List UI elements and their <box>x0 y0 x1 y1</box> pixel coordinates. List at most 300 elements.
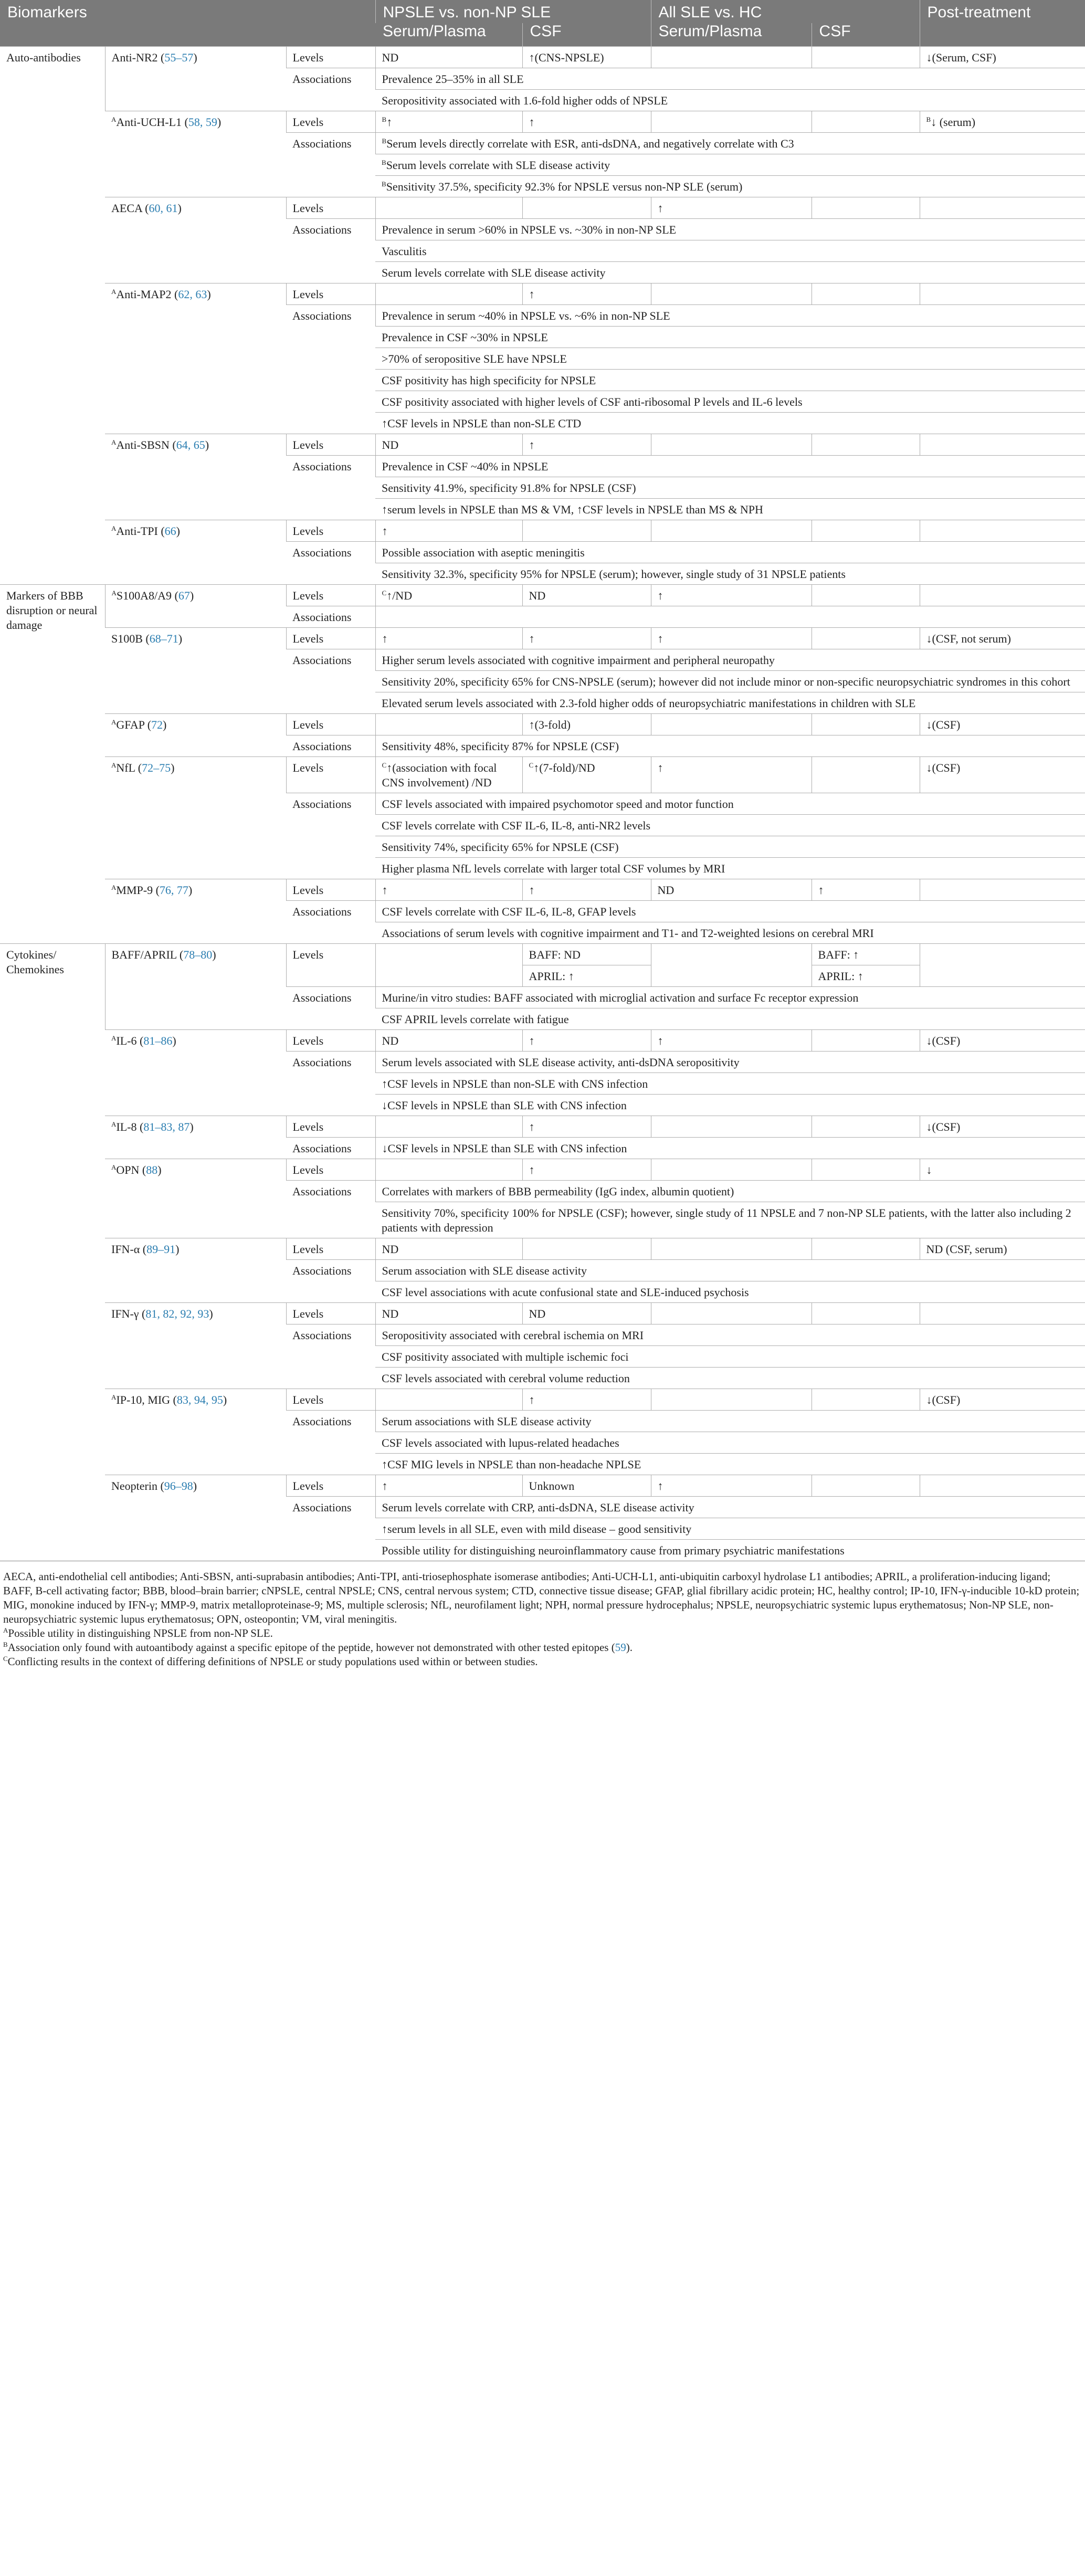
association-text <box>375 1052 1085 1073</box>
reference-link[interactable]: 81–86 <box>143 1034 173 1047</box>
association-text <box>375 563 1085 585</box>
level-value-cell <box>651 1238 812 1260</box>
association-text <box>375 542 1085 563</box>
biomarker-label-close: ) <box>188 884 193 897</box>
biomarker-label-close: ) <box>205 438 209 451</box>
superscript-marker: C <box>382 761 387 769</box>
association-value: Murine/in vitro studies: BAFF associated with microglial activation and surface Fc receptor expression <box>382 991 859 1004</box>
reference-link[interactable]: 78–80 <box>183 948 213 961</box>
level-value-cell <box>812 1389 920 1411</box>
footnote-text: Association only found with autoantibody against a specific epitope of the peptide, however not demonstrated with other tested epitopes ( <box>7 1641 615 1654</box>
reference-link[interactable]: 58, 59 <box>188 115 217 129</box>
superscript-marker: C <box>382 589 387 597</box>
superscript-marker: B <box>382 159 386 166</box>
level-value-cell <box>522 1389 651 1411</box>
level-value-cell <box>812 1159 920 1181</box>
associations-label: Associations <box>286 219 375 283</box>
association-value: Serum levels correlate with SLE disease activity <box>382 266 606 279</box>
association-text <box>375 815 1085 836</box>
footnote-marker: A <box>3 1626 8 1634</box>
association-text <box>375 1202 1085 1238</box>
association-text <box>375 735 1085 757</box>
association-value: ↑serum levels in all SLE, even with mild disease – good sensitivity <box>382 1522 692 1536</box>
level-value: ↑ <box>382 632 388 645</box>
biomarker-label: NfL ( <box>116 761 142 774</box>
association-text <box>375 456 1085 477</box>
level-value-cell <box>920 197 1085 219</box>
level-value-cell <box>522 197 651 219</box>
levels-label: Levels <box>286 1475 375 1497</box>
level-value-cell <box>812 197 920 219</box>
level-value-cell <box>375 434 522 456</box>
associations-label: Associations <box>286 1138 375 1159</box>
association-text <box>375 1181 1085 1202</box>
level-value: ND <box>529 589 546 602</box>
associations-label: Associations <box>286 649 375 714</box>
level-value-cell <box>812 47 920 68</box>
association-text <box>375 370 1085 391</box>
footnote-abbreviations: AECA, anti-endothelial cell antibodies; Anti-SBSN, anti-suprabasin antibodies; Anti-TPI, anti-triosephosphate isomerase antibodies; Anti-UCH-L1, anti-ubiquitin carboxyl hydrolase L1 antibodies; APRIL, a proliferation-inducing ligand; BAFF, B-cell activating factor; BBB, blood–brain barrier; cNPSLE, central NPSLE; CNS, central nervous system; CTD, connective tissue disease; GFAP, glial fibrillary acidic protein; HC, healthy control; IP-10, IFN-γ-inducible 10-kD protein; MIG, monokine induced by IFN-γ; MMP-9, matrix metalloproteinase-9; MS, multiple sclerosis; NfL, neurofilament light; NPH, normal pressure hydrocephalus; NPSLE, neuropsychiatric systemic lupus erythematosus; Non-NP SLE, non-neuropsychiatric systemic lupus erythematosus; OPN, osteopontin; VM, viral meningitis. <box>3 1570 1080 1625</box>
level-value: ND (CSF, serum) <box>926 1243 1007 1256</box>
biomarker-name <box>105 520 286 585</box>
level-value-cell <box>812 1116 920 1138</box>
biomarker-name <box>105 1475 286 1561</box>
footnote-b <box>3 1641 1082 1655</box>
levels-label: Levels <box>286 944 375 987</box>
table-row <box>0 585 1085 606</box>
level-value: ↓(CSF) <box>926 761 961 774</box>
table-row <box>0 1159 1085 1181</box>
association-text <box>375 671 1085 692</box>
association-value: >70% of seropositive SLE have NPSLE <box>382 352 567 365</box>
association-text <box>375 692 1085 714</box>
association-text <box>375 413 1085 434</box>
level-value-cell <box>522 283 651 305</box>
association-value: CSF level associations with acute confusional state and SLE-induced psychosis <box>382 1286 749 1299</box>
superscript-marker: B <box>382 137 387 145</box>
level-value: ↑ <box>657 1034 663 1047</box>
level-value-cell <box>920 628 1085 649</box>
level-value-cell <box>375 111 522 133</box>
level-value: ↓ <box>926 1163 932 1176</box>
biomarker-name <box>105 111 286 197</box>
footnote-marker: B <box>3 1641 8 1648</box>
biomarker-label-close: ) <box>189 589 194 602</box>
association-text <box>375 1346 1085 1368</box>
level-value-cell <box>375 714 522 735</box>
reference-link[interactable]: 88 <box>146 1163 158 1176</box>
table-row <box>0 47 1085 68</box>
biomarker-label-close: ) <box>177 202 182 215</box>
table-body <box>0 47 1085 1561</box>
association-value: Prevalence 25–35% in all SLE <box>382 72 524 86</box>
level-value-cell <box>522 111 651 133</box>
association-value: Serum associations with SLE disease activity <box>382 1415 592 1428</box>
biomarker-name <box>105 1116 286 1159</box>
levels-label: Levels <box>286 434 375 456</box>
level-value-cell <box>522 434 651 456</box>
association-value: CSF levels correlate with CSF IL-6, IL-8, anti-NR2 levels <box>382 819 651 832</box>
association-value: Seropositivity associated with cerebral ischemia on MRI <box>382 1329 644 1342</box>
associations-label: Associations <box>286 1260 375 1303</box>
level-value-cell <box>812 1475 920 1497</box>
biomarker-label: IFN-α ( <box>111 1243 147 1256</box>
level-value-cell <box>920 111 1085 133</box>
level-value: ↑ <box>382 524 388 538</box>
superscript-marker: B <box>382 180 386 188</box>
superscript-marker: C <box>529 761 534 769</box>
level-value-line: APRIL: ↑ <box>523 965 651 986</box>
level-value-cell <box>651 1475 812 1497</box>
level-value-line: BAFF: ND <box>529 948 581 961</box>
level-value: ↑ <box>657 202 663 215</box>
header-npsle-vs-non-np: NPSLE vs. non-NP SLE <box>375 0 651 23</box>
level-value-cell <box>375 757 522 793</box>
table-row <box>0 434 1085 456</box>
biomarker-label-close: ) <box>157 1163 162 1176</box>
biomarker-label: IP-10, MIG ( <box>116 1393 177 1406</box>
biomarker-label-close: ) <box>178 632 183 645</box>
reference-link[interactable]: 60, 61 <box>149 202 178 215</box>
table-row <box>0 520 1085 542</box>
association-text <box>375 1497 1085 1518</box>
level-value-cell <box>375 283 522 305</box>
level-value-cell <box>651 1030 812 1052</box>
footnote-marker: C <box>3 1655 8 1663</box>
association-text <box>375 1411 1085 1432</box>
level-value: ↓(Serum, CSF) <box>926 51 996 64</box>
level-value: ↑ <box>382 1479 388 1492</box>
reference-link[interactable]: 62, 63 <box>178 288 207 301</box>
level-value-cell <box>651 879 812 901</box>
level-value-cell <box>920 434 1085 456</box>
reference-link[interactable]: 68–71 <box>149 632 178 645</box>
level-value: ↑ <box>657 632 663 645</box>
biomarker-label-close: ) <box>217 115 222 129</box>
level-value-cell <box>920 1238 1085 1260</box>
level-value-cell <box>651 1159 812 1181</box>
table-row <box>0 757 1085 793</box>
level-value-cell <box>812 1303 920 1324</box>
level-value-cell <box>522 757 651 793</box>
superscript-marker: A <box>111 115 117 123</box>
association-value: CSF positivity associated with multiple ischemic foci <box>382 1350 629 1363</box>
level-value-cell <box>812 520 920 542</box>
association-text <box>375 262 1085 283</box>
association-value: Possible association with aseptic meningitis <box>382 546 585 559</box>
levels-label: Levels <box>286 1116 375 1138</box>
level-value-cell <box>651 1116 812 1138</box>
level-value: ND <box>382 1243 399 1256</box>
association-text <box>375 1008 1085 1030</box>
level-value-cell <box>812 944 920 987</box>
level-value-cell <box>375 1475 522 1497</box>
level-value: ND <box>382 1034 399 1047</box>
level-value-cell <box>920 585 1085 606</box>
biomarker-label-close: ) <box>172 1034 176 1047</box>
biomarker-label-close: ) <box>176 524 180 538</box>
association-text <box>375 1138 1085 1159</box>
association-text <box>375 219 1085 240</box>
biomarker-label: Anti-MAP2 ( <box>116 288 178 301</box>
reference-link[interactable]: 72 <box>151 718 163 731</box>
level-value: ND <box>382 1307 399 1320</box>
reference-link[interactable]: 59 <box>615 1641 626 1654</box>
levels-label: Levels <box>286 714 375 735</box>
biomarker-label-close: ) <box>209 1307 213 1320</box>
level-value-cell <box>375 1389 522 1411</box>
biomarker-label-close: ) <box>171 761 175 774</box>
footnote-text: Conflicting results in the context of differing definitions of NPSLE or study populations used within or between studies. <box>7 1655 538 1668</box>
associations-label: Associations <box>286 68 375 111</box>
association-value: Correlates with markers of BBB permeability (IgG index, albumin quotient) <box>382 1185 734 1198</box>
levels-label: Levels <box>286 628 375 649</box>
biomarker-label: Neopterin ( <box>111 1479 164 1492</box>
level-value: ↑ <box>529 1393 535 1406</box>
level-value: ↓(CSF, not serum) <box>926 632 1011 645</box>
level-value-cell <box>920 47 1085 68</box>
biomarker-name <box>105 944 286 1030</box>
table-row <box>0 1030 1085 1052</box>
association-value: Seropositivity associated with 1.6-fold higher odds of NPSLE <box>382 94 668 107</box>
level-value: ↓ (serum) <box>931 115 976 129</box>
levels-label: Levels <box>286 585 375 606</box>
association-text <box>375 348 1085 370</box>
level-value-cell <box>375 197 522 219</box>
association-value: CSF levels associated with lupus-related headaches <box>382 1436 619 1449</box>
level-value-cell <box>920 283 1085 305</box>
level-value-cell <box>812 434 920 456</box>
category-cell: Markers of BBB disruption or neural damage <box>0 585 105 944</box>
levels-label: Levels <box>286 757 375 793</box>
association-value: Sensitivity 48%, specificity 87% for NPSLE (CSF) <box>382 740 619 753</box>
biomarker-label: Anti-NR2 ( <box>111 51 165 64</box>
table-row <box>0 714 1085 735</box>
level-value-cell <box>375 585 522 606</box>
biomarker-label-close: ) <box>212 948 216 961</box>
association-text <box>375 90 1085 111</box>
footnote-a <box>3 1626 1082 1641</box>
association-value: Prevalence in serum ~40% in NPSLE vs. ~6% in non-NP SLE <box>382 309 670 322</box>
level-value-cell <box>651 1303 812 1324</box>
level-value-cell <box>522 520 651 542</box>
superscript-marker: A <box>111 761 117 769</box>
association-text <box>375 606 1085 628</box>
level-value-cell <box>375 628 522 649</box>
reference-link[interactable]: 64, 65 <box>176 438 205 451</box>
levels-label: Levels <box>286 47 375 68</box>
level-value: ND <box>529 1307 546 1320</box>
associations-label: Associations <box>286 793 375 879</box>
level-value-cell <box>375 944 522 987</box>
reference-link[interactable]: 81, 82, 92, 93 <box>145 1307 209 1320</box>
level-value-cell <box>522 1159 651 1181</box>
superscript-marker: A <box>111 1393 117 1401</box>
level-value-cell <box>920 1116 1085 1138</box>
levels-label: Levels <box>286 520 375 542</box>
level-value-cell <box>812 111 920 133</box>
association-value: Prevalence in CSF ~30% in NPSLE <box>382 331 548 344</box>
table-row <box>0 1475 1085 1497</box>
reference-link[interactable]: 67 <box>178 589 190 602</box>
biomarker-label: IL-6 ( <box>116 1034 144 1047</box>
association-value: Serum association with SLE disease activity <box>382 1264 587 1277</box>
associations-label: Associations <box>286 1181 375 1238</box>
level-value: ↓(CSF) <box>926 718 961 731</box>
reference-link[interactable]: 81–83, 87 <box>143 1120 190 1133</box>
association-value: Sensitivity 41.9%, specificity 91.8% for NPSLE (CSF) <box>382 481 636 495</box>
category-cell: Auto-antibodies <box>0 47 105 585</box>
level-value-cell <box>920 879 1085 901</box>
reference-link[interactable]: 89–91 <box>146 1243 176 1256</box>
level-value: ND <box>382 438 399 451</box>
association-value: Vasculitis <box>382 245 427 258</box>
level-value: ↑ <box>529 438 535 451</box>
level-value-cell <box>375 1030 522 1052</box>
association-text <box>375 1073 1085 1095</box>
superscript-marker: B <box>382 115 387 123</box>
associations-label: Associations <box>286 987 375 1030</box>
association-value: Prevalence in CSF ~40% in NPSLE <box>382 460 549 473</box>
association-text <box>375 901 1085 922</box>
level-value-line: APRIL: ↑ <box>812 965 920 986</box>
level-value-cell <box>375 1159 522 1181</box>
levels-label: Levels <box>286 197 375 219</box>
level-value-cell <box>375 1303 522 1324</box>
associations-label: Associations <box>286 901 375 944</box>
superscript-marker: B <box>926 115 931 123</box>
reference-link[interactable]: 96–98 <box>164 1479 193 1492</box>
subheader-csf: CSF <box>522 23 651 47</box>
superscript-marker: A <box>111 524 117 532</box>
associations-label: Associations <box>286 305 375 434</box>
level-value: ↑ <box>529 1163 535 1176</box>
level-value-cell <box>651 283 812 305</box>
level-value-cell <box>651 628 812 649</box>
level-value-cell <box>812 283 920 305</box>
association-value: Sensitivity 37.5%, specificity 92.3% for NPSLE versus non-NP SLE (serum) <box>386 180 743 193</box>
association-text <box>375 987 1085 1008</box>
level-value: ↑(CNS-NPSLE) <box>529 51 604 64</box>
associations-label: Associations <box>286 456 375 520</box>
level-value-line: BAFF: ↑ <box>818 948 859 961</box>
association-value: CSF levels associated with impaired psychomotor speed and motor function <box>382 797 734 811</box>
biomarker-label-close: ) <box>193 1479 197 1492</box>
association-value: CSF levels correlate with CSF IL-6, IL-8, GFAP levels <box>382 905 636 918</box>
association-value: Sensitivity 20%, specificity 65% for CNS-NPSLE (serum); however did not include minor or non-specific neuropsychiatric syndromes in this cohort <box>382 675 1070 688</box>
biomarker-label-close: ) <box>175 1243 180 1256</box>
level-value-cell <box>651 434 812 456</box>
level-value-cell <box>522 1303 651 1324</box>
association-value: Elevated serum levels associated with 2.3-fold higher odds of neuropsychiatric manifestations in children with SLE <box>382 697 916 710</box>
biomarker-name <box>105 628 286 714</box>
level-value-cell <box>522 714 651 735</box>
association-value: ↑CSF levels in NPSLE than non-SLE CTD <box>382 417 582 430</box>
biomarker-label: IL-8 ( <box>116 1120 144 1133</box>
association-text <box>375 922 1085 944</box>
level-value-cell <box>375 1116 522 1138</box>
association-value: Higher plasma NfL levels correlate with larger total CSF volumes by MRI <box>382 862 725 875</box>
level-value-cell <box>375 879 522 901</box>
reference-link[interactable]: 66 <box>164 524 176 538</box>
association-text <box>375 154 1085 176</box>
level-value: ↑(3-fold) <box>529 718 571 731</box>
level-value-cell <box>812 879 920 901</box>
association-text <box>375 1281 1085 1303</box>
biomarker-label: OPN ( <box>116 1163 146 1176</box>
biomarker-name <box>105 197 286 283</box>
table-row <box>0 1389 1085 1411</box>
biomarker-label-close: ) <box>189 1120 194 1133</box>
levels-label: Levels <box>286 1303 375 1324</box>
biomarker-name <box>105 1303 286 1389</box>
biomarker-label-close: ) <box>163 718 167 731</box>
header-all-sle-vs-hc: All SLE vs. HC <box>651 0 920 23</box>
reference-link[interactable]: 76, 77 <box>159 884 188 897</box>
association-value: CSF APRIL levels correlate with fatigue <box>382 1013 569 1026</box>
level-value: ↑ <box>529 115 535 129</box>
biomarker-name <box>105 283 286 434</box>
level-value-cell <box>812 1030 920 1052</box>
biomarker-name <box>105 1030 286 1116</box>
association-text <box>375 499 1085 520</box>
superscript-marker: A <box>111 589 117 597</box>
biomarker-label: BAFF/APRIL ( <box>111 948 184 961</box>
biomarker-label: GFAP ( <box>116 718 152 731</box>
association-text <box>375 133 1085 154</box>
level-value-cell <box>651 197 812 219</box>
level-value: ↑ <box>529 1120 535 1133</box>
association-text <box>375 1432 1085 1454</box>
association-value: Higher serum levels associated with cognitive impairment and peripheral neuropathy <box>382 654 775 667</box>
level-value-cell <box>375 1238 522 1260</box>
association-text <box>375 327 1085 348</box>
level-value: ↑/ND <box>386 589 413 602</box>
association-text <box>375 1324 1085 1346</box>
levels-label: Levels <box>286 879 375 901</box>
associations-label: Associations <box>286 606 375 628</box>
association-value: Serum levels correlate with CRP, anti-dsDNA, SLE disease activity <box>382 1501 694 1514</box>
level-value: ↓(CSF) <box>926 1120 961 1133</box>
level-value-cell <box>522 1030 651 1052</box>
level-value-cell <box>920 520 1085 542</box>
table-footnotes <box>0 1561 1085 1669</box>
association-text <box>375 649 1085 671</box>
association-text <box>375 305 1085 327</box>
association-text <box>375 477 1085 499</box>
reference-link[interactable]: 83, 94, 95 <box>176 1393 223 1406</box>
table-row <box>0 879 1085 901</box>
level-value-cell <box>651 944 812 987</box>
reference-link[interactable]: 55–57 <box>164 51 194 64</box>
reference-link[interactable]: 72–75 <box>142 761 171 774</box>
level-value: ↑ <box>386 115 393 129</box>
footnote-text: Possible utility in distinguishing NPSLE from non-NP SLE. <box>8 1627 273 1639</box>
association-value: Serum levels correlate with SLE disease activity <box>386 159 610 172</box>
association-value: Prevalence in serum >60% in NPSLE vs. ~30% in non-NP SLE <box>382 223 677 236</box>
level-value: Unknown <box>529 1479 575 1492</box>
associations-label: Associations <box>286 1052 375 1116</box>
level-value-cell <box>920 1159 1085 1181</box>
association-text <box>375 1260 1085 1281</box>
footnote-c <box>3 1655 1082 1669</box>
association-value: ↑serum levels in NPSLE than MS & VM, ↑CSF levels in NPSLE than MS & NPH <box>382 503 763 516</box>
table-header <box>0 0 1085 47</box>
association-text <box>375 1540 1085 1561</box>
level-value-cell <box>522 1116 651 1138</box>
biomarker-label: IFN-γ ( <box>111 1307 146 1320</box>
levels-label: Levels <box>286 283 375 305</box>
